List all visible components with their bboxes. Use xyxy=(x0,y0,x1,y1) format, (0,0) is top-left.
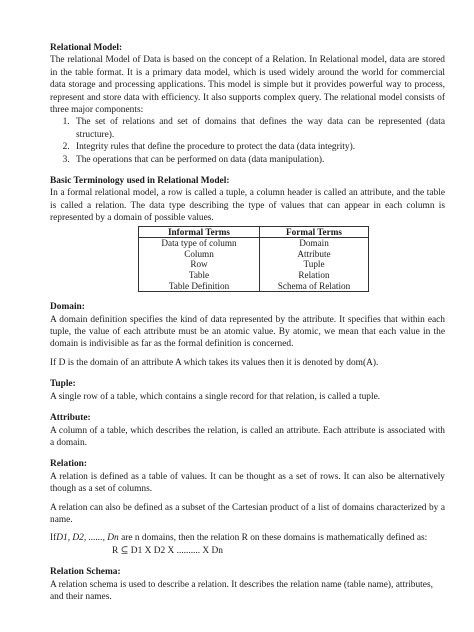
table-cell: Table xyxy=(139,270,260,281)
component-item: 2. Integrity rules that define the procedure to protect the data (data integrity). xyxy=(72,141,445,153)
table-row xyxy=(139,249,369,260)
tuple-heading: Tuple: xyxy=(50,379,76,390)
terminology-text: In a formal relational model, a row is called a tuple, a column header is called an attribute, and the table is called a relation. The data type describing the type of values that can appear in each column is represented by a domain of possible values. xyxy=(50,188,445,224)
relation-text-1: A relation is defined as a table of values. It can be thought as a set of rows. It can also be alternatively though as a set of columns. xyxy=(50,471,445,495)
table-cell: Relation xyxy=(260,270,369,281)
terminology-heading: Basic Terminology used in Relational Model: xyxy=(50,176,230,187)
attribute-heading: Attribute: xyxy=(50,413,91,424)
tuple-text: A single row of a table, which contains a single record for that relation, is called a tuple. xyxy=(50,391,381,402)
schema-heading: Relation Schema: xyxy=(50,567,121,578)
relation-heading: Relation: xyxy=(50,459,87,470)
domain-text: A domain definition specifies the kind of data represented by the attribute. It specifies that within each tuple, the value of each attribute must be an atomic value. By atomic, we mean that each value in the domain is indivisible as far as the formal definition is concerned. xyxy=(50,314,445,350)
table-cell: Column xyxy=(139,249,260,260)
table-cell: Data type of column xyxy=(139,238,260,249)
relation-text-2: A relation can also be defined as a subset of the Cartesian product of a list of domains characterized by a name. xyxy=(50,502,445,525)
domains-list-text: D1, D2, ......, Dn xyxy=(56,533,119,544)
table-cell: Tuple xyxy=(260,259,369,270)
table-cell: Table Definition xyxy=(139,281,260,292)
table-cell: Attribute xyxy=(260,249,369,260)
terminology-table-wrapper xyxy=(138,226,445,293)
table-row xyxy=(139,281,369,292)
relational-model-heading: Relational Model: xyxy=(50,43,123,53)
relation-if-text: are n domains, then the relation R on these domains is mathematically defined as: xyxy=(121,533,428,544)
table-row xyxy=(139,238,369,249)
relation-domains-line xyxy=(50,532,445,544)
relation-formula: R ⊆ D1 X D2 X .......... X Dn xyxy=(112,545,223,556)
table-cell: Domain xyxy=(260,238,369,249)
domain-note: If D is the domain of an attribute A which takes its values then it is denoted by dom(A). xyxy=(50,357,379,368)
component-item: 1. The set of relations and set of domains that defines the way data can be represented (data structure). xyxy=(72,116,445,141)
table-row xyxy=(139,270,369,281)
domain-heading: Domain: xyxy=(50,302,85,313)
domains-list xyxy=(56,533,119,543)
table-row xyxy=(139,259,369,270)
attribute-text: A column of a table, which describes the relation, is called an attribute. Each attribute is associated with a domain. xyxy=(50,425,445,448)
component-item: 3. The operations that can be performed on data (data manipulation). xyxy=(72,154,445,166)
components-list xyxy=(50,116,445,166)
table-header-row xyxy=(139,226,369,238)
document-page xyxy=(50,42,445,603)
terminology-table xyxy=(138,226,369,293)
table-header-informal: Informal Terms xyxy=(139,226,260,238)
table-header-formal: Formal Terms xyxy=(260,226,369,238)
relational-model-intro: The relational Model of Data is based on the concept of a Relation. In Relational model, data are stored in the table format. It is a primary data model, which is used widely around the world for commercial data storage and processing applications. This model is simple but it provides powerful way to process, represent and store data with efficiency. It also supports complex query. The relational model consists of three major components: xyxy=(50,55,445,116)
schema-text: A relation schema is used to describe a relation. It describes the relation name (table name), attributes, and their names. xyxy=(50,579,433,602)
relation-if-prefix: If xyxy=(50,533,57,544)
table-cell: Row xyxy=(139,259,260,270)
table-cell: Schema of Relation xyxy=(260,281,369,292)
